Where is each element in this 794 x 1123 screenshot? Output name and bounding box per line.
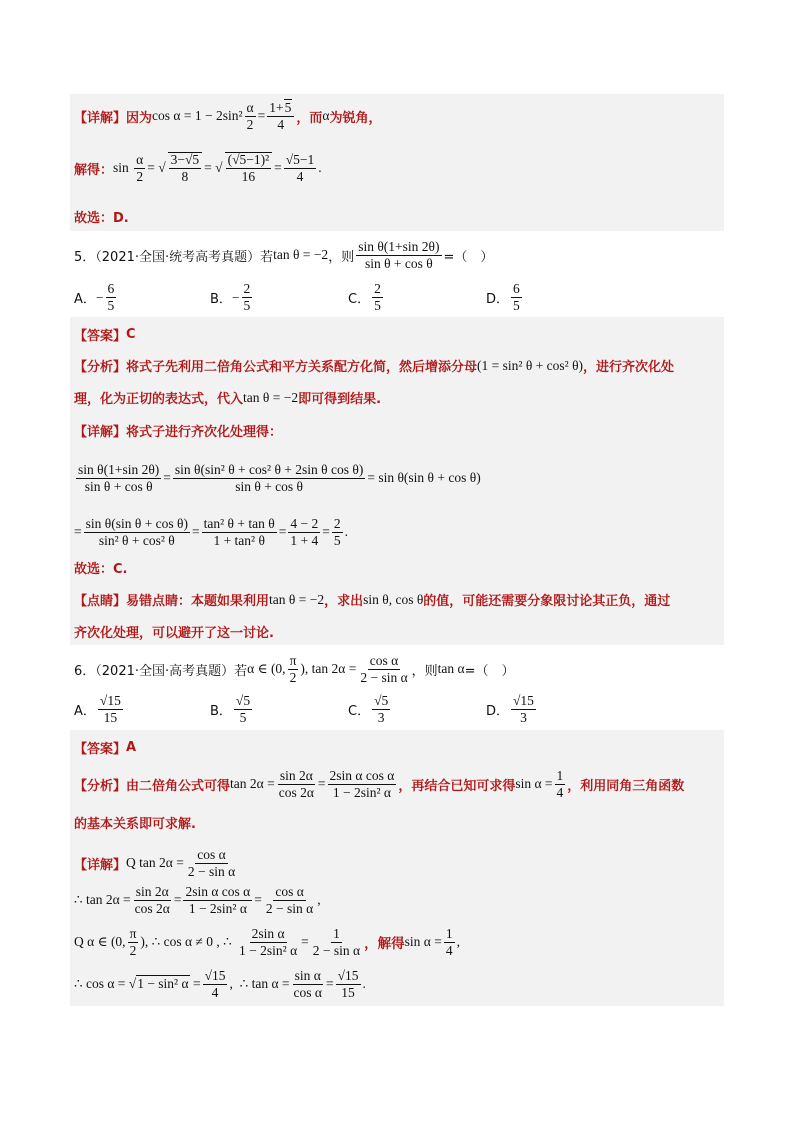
top-conclusion: 故选：D.	[74, 211, 129, 226]
q5-conclusion: 故选：C.	[74, 562, 128, 577]
q5-option-c[interactable]: C． $\frac{2}{5}$	[348, 281, 381, 313]
q5-derivation-1: $\frac{\text{sin θ(1+sin 2θ)}}{\text{sin θ + cos θ}}$ = $\frac{\text{sin θ(sin² θ + cos² θ + 2sin θ cos θ)}}{\text{sin θ + cos θ}}$ = sin θ(sin θ + cos θ)	[78, 461, 481, 494]
q6-detail-line3: Q α ∈ (0, $\frac{\pi}{2}$ ), ∴ cos α ≠ 0 , ∴ $\frac{\text{2sin α}}{\text{1 − 2sin² α}}$ = $\frac{1}{\text{2 − sin α}}$ ，解得 sin α = $\frac{1}{4}$ ,	[74, 925, 460, 958]
q6-option-b[interactable]: B． $\frac{√5}{5}$	[210, 693, 251, 725]
top-detail-line2: 解得： sin $\frac{\alpha}{2}$ = √ $\frac{3-√5}{8}$ = √ $\frac{\text{(√5−1)²}}{16}$ = $\frac{√5-1}{4}$ .	[74, 151, 322, 184]
q6-stem: 6．（2021·全国·高考真题）若 α ∈ (0, $\frac{\pi}{2}$ ), tan 2α = $\frac{\text{cos α}}{\text{2 − sin α}}$ ，则 tan α =（ ）	[74, 652, 515, 685]
detail-tag: 【详解】	[74, 110, 127, 126]
q5-stem: 5．（2021·全国·统考高考真题）若 tan θ = −2 ，则 $\frac{\text{sin θ(1+sin 2θ)}}{\text{sin θ + cos θ}}$ =（ ）	[74, 238, 494, 271]
q5-option-d[interactable]: D． $\frac{6}{5}$	[486, 281, 520, 313]
q5-analysis-line2: 理，化为正切的表达式，代入 tan θ = −2 即可得到结果.	[74, 389, 382, 407]
solve-label: 解得：	[74, 162, 114, 178]
q5-note-line1: 【点睛】 易错点睛：本题如果利用 tan θ = −2 ，求出 sin θ, cos θ 的值，可能还需要分象限讨论其正负，通过	[74, 591, 671, 609]
math-cos: cos α = 1 − 2sin²	[152, 108, 243, 123]
q6-detail-line4: ∴ cos α = √1 − sin² α = $\frac{√15}{4}$ , ∴ tan α = $\frac{\text{sin α}}{\text{cos α}}$ = $\frac{√15}{15}$ .	[74, 967, 366, 1000]
q5-derivation-2: = $\frac{\text{sin θ(sin θ + cos θ)}}{\text{sin² θ + cos² θ}}$ = $\frac{\text{tan² θ + tan θ}}{\text{1 + tan² θ}}$ = $\frac{4 - 2}{1 + 4}$ = $\frac{2}{5}$ .	[74, 515, 348, 548]
q5-option-a[interactable]: A． − $\frac{6}{5}$	[74, 281, 115, 313]
q5-detail: 【详解】 将式子进行齐次化处理得：	[74, 425, 283, 440]
q6-option-d[interactable]: D． $\frac{√15}{3}$	[486, 693, 534, 725]
top-detail-line1: 【详解】 因为 cos α = 1 − 2sin² $\frac{\alpha}{2}$ = $\frac{1+5}{4}$ ，而 α 为锐角，	[74, 99, 382, 132]
q6-analysis-line1: 【分析】 由二倍角公式可得 tan 2α = $\frac{\sin 2\alpha}{\cos 2\alpha}$ = $\frac{\text{2sin α cos α}}{\text{1 − 2sin² α}}$ ，再结合已知可求得 sin α = $\frac{1}{4}$ ，利用同角三角函数	[74, 767, 685, 800]
q5-note-line2: 齐次化处理，可以避开了这一讨论.	[74, 626, 274, 641]
q5-analysis-line1: 【分析】 将式子先利用二倍角公式和平方关系配方化简，然后增添分母 (1 = sin² θ + cos² θ) ，进行齐次化处	[74, 357, 675, 375]
q6-answer: 【答案】 A	[74, 740, 137, 757]
q6-analysis-line2: 的基本关系即可求解.	[74, 817, 196, 832]
q5-option-b[interactable]: B． − $\frac{2}{5}$	[210, 281, 251, 313]
q6-option-c[interactable]: C． $\frac{√5}{3}$	[348, 693, 389, 725]
q6-detail-line1: 【详解】 Q tan 2α = $\frac{\text{cos α}}{\text{2 − sin α}}$	[74, 846, 236, 879]
q6-option-a[interactable]: A． $\frac{√15}{15}$	[74, 693, 121, 725]
q6-detail-line2: ∴ tan 2α = $\frac{\sin 2\alpha}{\cos 2\alpha}$ = $\frac{\text{2sin α cos α}}{\text{1 − 2sin² α}}$ = $\frac{\text{cos α}}{\text{2 − sin α}}$ ,	[74, 883, 321, 916]
q5-answer: 【答案】 C	[74, 327, 136, 344]
